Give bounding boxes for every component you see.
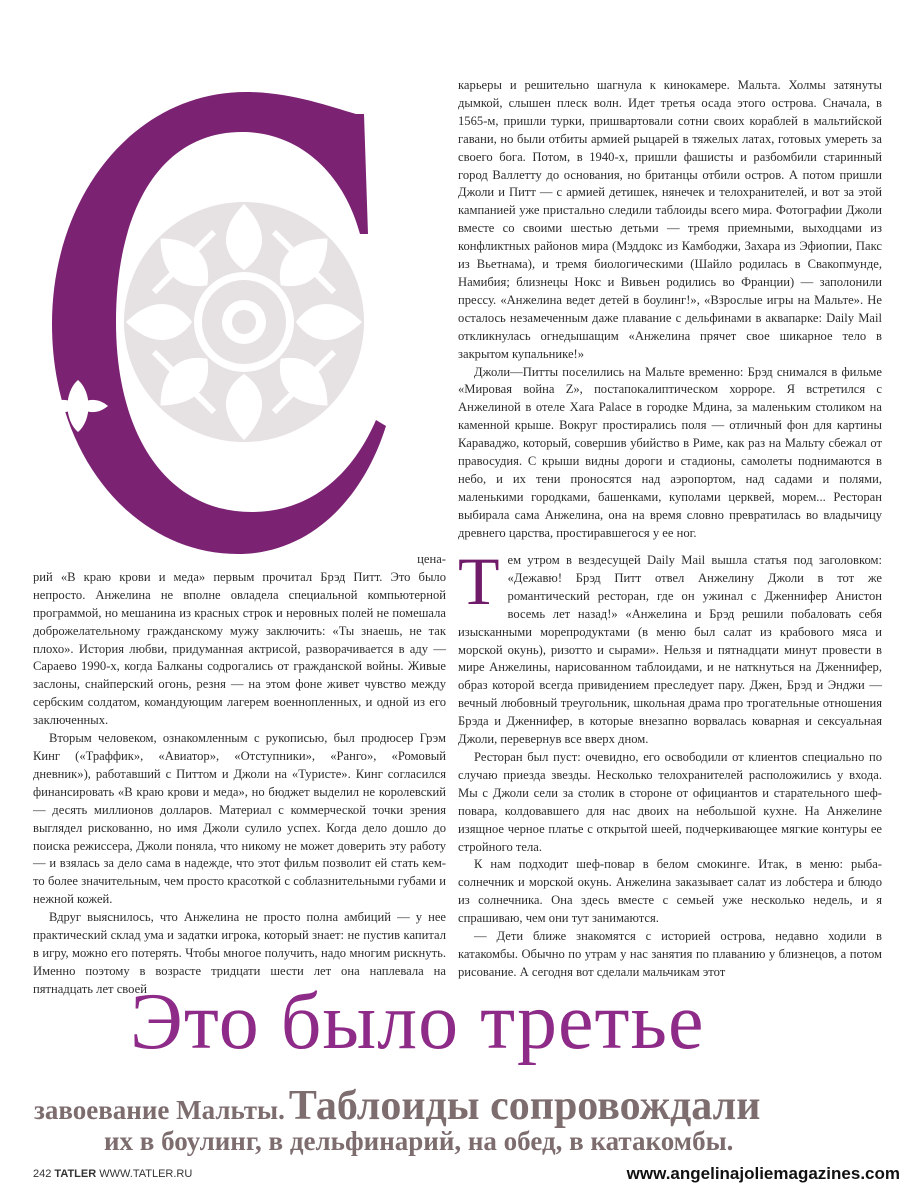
- watermark: www.angelinajoliemagazines.com: [626, 1164, 900, 1183]
- paragraph: Вторым человеком, ознакомленным с рукописью, был продюсер Грэм Кинг («Траффик», «Авиатор», «Отступники», «Ранго», «Ромовый дневник»), работавший с Питтом и Джоли на «Туристе». Кинг согласился финансировать «В краю крови и меда», но бюджет выделил не королевский — десять миллионов долларов. Материал с коммерческой точки зрения выглядел рискованно, но имя Джоли сулило успех. Когда дело дошло до поиска режиссера, Джоли поняла, что никому не может доверить эту работу — и взялась за дело сама в надежде, что этот фильм позволит ей стать кем-то более значительным, чем просто красоткой с соблазнительными губами и нежной кожей.: [33, 731, 446, 907]
- magazine-url: WWW.TATLER.RU: [99, 1168, 193, 1180]
- opening-fragment: цена-: [417, 552, 446, 566]
- left-column: [33, 551, 446, 999]
- paragraph: карьеры и решительно шагнула к кинокамере. Мальта. Холмы затянуты дымкой, слышен плеск волн. Идет третья осада этого острова. Сначала, в 1565-м, пришли турки, пришвартовали сотни своих кораблей в мальтийской гавани, но были отбиты армией рыцарей в тяжелых латах, готовых умереть за своего бога. Потом, в 1940-х, пришли фашисты и разбомбили старинный город Валлетту до основания, но британцы отбили остров. А потом пришли Джоли и Питт — с армией детишек, нянечек и телохранителей, и вот за этой кампанией уже пристально следили таблоиды всего мира. Фотографии Джоли вместе со своими шестью детьми — тремя приемными, выходцами из конфликтных районов мира (Мэддокс из Камбоджи, Захара из Эфиопии, Пакс из Вьетнама), и тремя биологическими (Шайло родилась в Свакопмунде, Намибия; близнецы Нокс и Вивьен родились во Франции) — заполонили прессу. «Анжелина ведет детей в боулинг!», «Взрослые игры на Мальте». Не осталось незамеченным даже плавание с дельфинами в аквапарке: Daily Mail откликнулась огнедышащим «Анжелина прячет свое шикарное тело в закрытом купальнике!»: [458, 78, 882, 361]
- paragraph-text: ем утром в вездесущей Daily Mail вышла статья под заголовком: «Дежавю! Брэд Питт отвел Анжелину Джоли в тот же романтический ресторан, где он ужинал с Дженнифер Анистон восемь лет назад!» «Анжелина и Брэд решили побаловать себя изысканными морепродуктами (в меню был салат из крабового мяса и морской окунь), ризотто и сырами». Нельзя и пятнадцати минут провести в мире Анжелины, нарисованном таблоидами, и не наткнуться на Дженнифер, образ которой всегда привидением преследует пару. Джен, Брэд и Энджи — вечный любовный треугольник, школьная драма про трогательные отношения Брэда и Дженнифер, в которые внезапно ворвалась коварная и сексуальная Джоли, перевернув все вверх дном.: [458, 553, 882, 747]
- magazine-brand: TATLER: [54, 1168, 97, 1180]
- right-column-bottom: [458, 543, 882, 982]
- pull-quote-line2-small: завоевание Мальты.: [34, 1095, 285, 1125]
- paragraph: Джоли—Питты поселились на Мальте временно: Брэд снимался в фильме «Мировая война Z», постапокалиптическом хорроре. Я встретился с Анжелиной в отеле Xara Palace в городке Мдина, за маленьким столиком на каменной крыше. Вокруг простирались поля — отличный фон для картины Караваджо, который, совершив убийство в Риме, как раз на Мальту сбежал от правосудия. С крыши видны дороги и стадионы, самолеты поднимаются в небо, и их тени проносятся над аэропортом, над садами и полями, маленькими городками, башенками, куполами церквей, морем... Ресторан выбирала сама Анжелина, она на время словно превратилась во владычицу древнего царства, простиравшегося у ее ног.: [458, 364, 882, 540]
- pull-quote-line3: их в боулинг, в дельфинарий, на обед, в катакомбы.: [104, 1126, 734, 1156]
- pull-quote-line2: [34, 1082, 894, 1130]
- pull-quote-line2-large: Таблоиды сопровождали: [288, 1083, 761, 1129]
- page-number: 242: [33, 1168, 52, 1180]
- paragraph: [458, 543, 882, 749]
- dropcap-t: Т: [458, 543, 500, 619]
- paragraph: — Дети ближе знакомятся с историей острова, недавно ходили в катакомбы. Обычно по утрам у нас занятия по плаванию у близнецов, а потом рисование. А сегодня вот сделали мальчикам этот: [458, 929, 882, 979]
- paragraph: К нам подходит шеф-повар в белом смокинге. Итак, в меню: рыба-солнечник и морской окунь. Анжелина заказывает салат из лобстера и блюдо из солнечника. Она здесь вместе с семьей уже несколько недель, и я спрашиваю, чем они тут занимаются.: [458, 857, 882, 926]
- paragraph: рий «В краю крови и меда» первым прочитал Брэд Питт. Это было непросто. Анжелина не вполне овладела специальной компьютерной программой, но мешанина из красных строк и неровных полей не помешала доброжелательному гражданскому мужу заключить: «Ты знаешь, не так плохо». История любви, придуманная актрисой, разворачивается в аду — Сараево 1990-х, когда Балканы содрогались от гражданской войны. Живые заслоны, снайперский огонь, резня — на этом фоне живет чувство между сербским солдатом, командующим лагерем военнопленных, и одной из его заключенных.: [33, 569, 446, 728]
- pull-quote-main: Это было третье: [130, 978, 705, 1066]
- right-column-top: [458, 77, 882, 543]
- paragraph: Ресторан был пуст: очевидно, его освободили от клиентов специально по случаю приезда звезды. Несколько телохранителей расположились у входа. Мы с Джоли сели за столик в стороне от официантов и старательного шеф-повара, колдовавшего для нас двоих на небольшой кухне. На Анжелине изящное черное платье с открытой шеей, подчеркивающее мягкие контуры ее стройного тела.: [458, 749, 882, 854]
- dropcap-c-ornament-icon: [38, 84, 398, 564]
- page-footer: [33, 1168, 192, 1180]
- paragraph: Вдруг выяснилось, что Анжелина не просто полна амбиций — у нее практический склад ума и задатки игрока, который знает: не пустив капитал в игру, можно его потерять. Чтобы многое получить, надо многим рискнуть. Именно поэтому в возрасте тридцати шести лет она наплевала на пятнадцать лет своей: [33, 910, 446, 996]
